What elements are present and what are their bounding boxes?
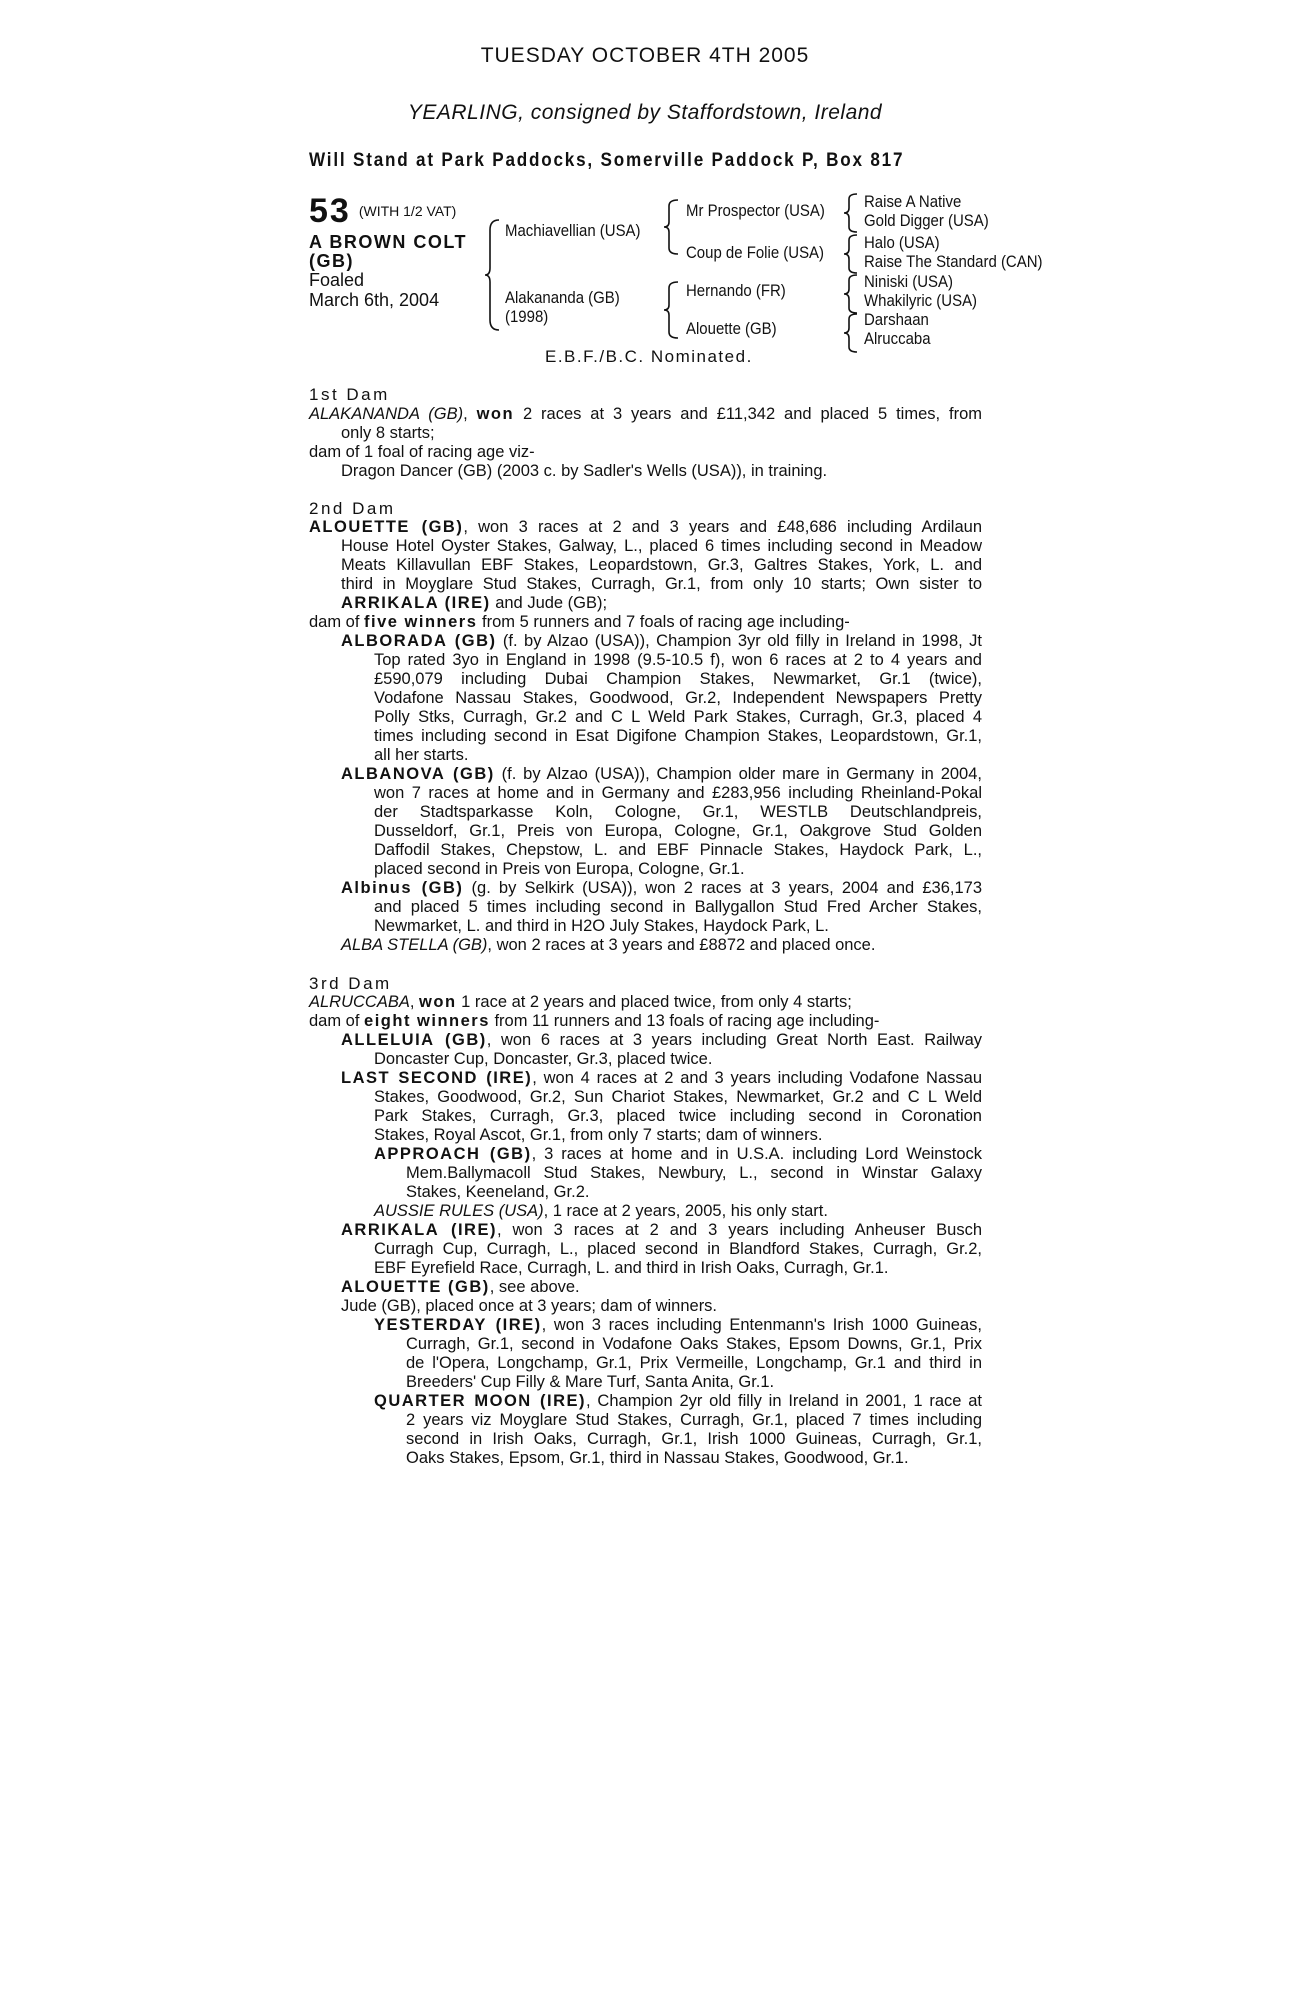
progeny-entry: Jude (GB), placed once at 3 years; dam of winners. — [341, 1297, 718, 1315]
progeny-entry: QUARTER MOON (IRE), Champion 2yr old filly in Ireland in 2001, 1 race at — [374, 1392, 982, 1410]
progeny-line: and placed 5 times including second in Ballygallon Stud Fred Archer Stakes, — [374, 898, 982, 916]
progeny-entry: ALBA STELLA (GB), won 2 races at 3 years and £8872 and placed once. — [341, 936, 876, 954]
third-dam-line: dam of eight winners from 11 runners and 13 foals of racing age including- — [309, 1012, 880, 1030]
foaled-label: Foaled — [309, 270, 365, 290]
pedigree-brace-sd — [843, 233, 861, 275]
first-dam-line: dam of 1 foal of racing age viz- — [309, 443, 535, 461]
progeny-entry: ALBANOVA (GB) (f. by Alzao (USA)), Champion older mare in Germany in 2004, — [341, 765, 982, 783]
ebf-nomination: E.B.F./B.C. Nominated. — [545, 347, 753, 366]
progeny-line: all her starts. — [374, 746, 469, 764]
second-dam-line: third in Moyglare Stud Stakes, Curragh, Gr.1, from only 10 starts; Own sister to — [341, 575, 982, 593]
vat-note: (WITH 1/2 VAT) — [358, 203, 457, 219]
progeny-line: times including second in Esat Digifone Champion Stakes, Leopardstown, Gr.1, — [374, 727, 982, 745]
second-dam-line: ALOUETTE (GB), won 3 races at 2 and 3 years and £48,686 including Ardilaun — [309, 518, 982, 536]
pedigree-dam: Alakananda (GB) — [505, 288, 620, 307]
progeny-line: Polly Stks, Curragh, Gr.2 and C L Weld Park Stakes, Curragh, Gr.3, placed 4 — [374, 708, 982, 726]
pedigree-brace-ss — [843, 192, 861, 234]
progeny-line: £590,079 including Dubai Champion Stakes, Newmarket, Gr.1 (twice), — [374, 670, 982, 688]
progeny-line: won 7 races at home and in Germany and £283,956 including Rheinland-Pokal — [374, 784, 982, 802]
progeny-line: Daffodil Stakes, Chepstow, L. and EBF Pinnacle Stakes, Haydock Park, L., — [374, 841, 982, 859]
progeny-line: de l'Opera, Longchamp, Gr.1, Prix Vermeille, Longchamp, Gr.1 and third in — [406, 1354, 982, 1372]
lot-description: A BROWN COLT — [309, 232, 467, 252]
lot-number: 53 — [309, 192, 351, 230]
progeny-entry: ALOUETTE (GB), see above. — [341, 1278, 580, 1296]
pedigree-gg-3: Halo (USA) — [864, 233, 940, 252]
progeny-line: second in Irish Oaks, Curragh, Gr.1, Irish 1000 Guineas, Curragh, Gr.1, — [406, 1430, 982, 1448]
progeny-line: Dusseldorf, Gr.1, Preis von Europa, Cologne, Gr.1, Oakgrove Stud Golden — [374, 822, 982, 840]
progeny-entry: YESTERDAY (IRE), won 3 races including Entenmann's Irish 1000 Guineas, — [374, 1316, 982, 1334]
stand-location: Will Stand at Park Paddocks, Somerville Paddock P, Box 817 — [309, 150, 905, 171]
progeny-line: Park Stakes, Curragh, Gr.3, placed twice including second in Coronation — [374, 1107, 982, 1125]
pedigree-gg-6: Whakilyric (USA) — [864, 291, 978, 310]
progeny-line: Curragh Cup, Curragh, L., placed second in Blandford Stakes, Curragh, Gr.2, — [374, 1240, 982, 1258]
second-dam-title: 2nd Dam — [309, 499, 396, 518]
progeny-entry: LAST SECOND (IRE), won 4 races at 2 and 3 years including Vodafone Nassau — [341, 1069, 982, 1087]
progeny-line: Stakes, Royal Ascot, Gr.1, from only 7 starts; dam of winners. — [374, 1126, 823, 1144]
progeny-line: Top rated 3yo in England in 1998 (9.5-10.5 f), won 6 races at 2 to 4 years and — [374, 651, 982, 669]
first-dam-line: ALAKANANDA (GB), won 2 races at 3 years and £11,342 and placed 5 times, from — [309, 405, 982, 423]
progeny-entry: ALBORADA (GB) (f. by Alzao (USA)), Champion 3yr old filly in Ireland in 1998, Jt — [341, 632, 982, 650]
second-dam-line: Meats Killavullan EBF Stakes, Leopardstown, Gr.3, Galtres Stakes, York, L. and — [341, 556, 982, 574]
pedigree-gg-5: Niniski (USA) — [864, 272, 953, 291]
pedigree-brace-dam — [663, 280, 683, 340]
lot-consignor: YEARLING, consigned by Staffordstown, Ireland — [407, 101, 883, 124]
lot-breed-origin: (GB) — [309, 251, 354, 271]
progeny-line: Mem.Ballymacoll Stud Stakes, Newbury, L., second in Winstar Galaxy — [406, 1164, 982, 1182]
pedigree-brace-main — [484, 218, 504, 332]
pedigree-gg-7: Darshaan — [864, 310, 929, 329]
pedigree-gg-1: Raise A Native — [864, 192, 962, 211]
progeny-line: EBF Eyrefield Race, Curragh, L. and third in Irish Oaks, Curragh, Gr.1. — [374, 1259, 889, 1277]
pedigree-gg-8: Alruccaba — [864, 329, 931, 348]
progeny-line: Breeders' Cup Filly & Mare Turf, Santa Anita, Gr.1. — [406, 1373, 775, 1391]
pedigree-sire: Machiavellian (USA) — [505, 221, 641, 240]
progeny-entry: AUSSIE RULES (USA), 1 race at 2 years, 2005, his only start. — [374, 1202, 828, 1220]
progeny-line: Curragh, Gr.1, second in Vodafone Oaks Stakes, Epsom Downs, Gr.1, Prix — [406, 1335, 982, 1353]
second-dam-line: dam of five winners from 5 runners and 7 foals of racing age including- — [309, 613, 850, 631]
progeny-line: 2 years viz Moyglare Stud Stakes, Curragh, Gr.1, placed 7 times including — [406, 1411, 982, 1429]
pedigree-brace-dd — [843, 312, 861, 354]
foaled-date: March 6th, 2004 — [309, 290, 440, 310]
second-dam-line: ARRIKALA (IRE) and Jude (GB); — [341, 594, 608, 612]
progeny-entry: APPROACH (GB), 3 races at home and in U.S.A. including Lord Weinstock — [374, 1145, 982, 1163]
progeny-line: Newmarket, L. and third in H2O July Stakes, Haydock Park, L. — [374, 917, 829, 935]
pedigree-dam-dam: Alouette (GB) — [686, 319, 777, 338]
progeny-line: Stakes, Goodwood, Gr.2, Sun Chariot Stakes, Newmarket, Gr.2 and C L Weld — [374, 1088, 982, 1106]
sale-date: TUESDAY OCTOBER 4TH 2005 — [480, 44, 810, 67]
progeny-entry: ALLELUIA (GB), won 6 races at 3 years including Great North East. Railway — [341, 1031, 982, 1049]
first-dam-line: only 8 starts; — [341, 424, 435, 442]
third-dam-title: 3rd Dam — [309, 974, 392, 993]
progeny-line: der Stadtsparkasse Koln, Cologne, Gr.1, WESTLB Deutschlandpreis, — [374, 803, 982, 821]
progeny-line: Oaks Stakes, Epsom, Gr.1, third in Nassau Stakes, Goodwood, Gr.1. — [406, 1449, 909, 1467]
pedigree-gg-2: Gold Digger (USA) — [864, 211, 989, 230]
pedigree-gg-4: Raise The Standard (CAN) — [864, 252, 1043, 271]
pedigree-sire-sire: Mr Prospector (USA) — [686, 201, 825, 220]
progeny-line: Stakes, Keeneland, Gr.2. — [406, 1183, 590, 1201]
first-dam-title: 1st Dam — [309, 385, 390, 404]
progeny-entry: Albinus (GB) (g. by Selkirk (USA)), won 2 races at 3 years, 2004 and £36,173 — [341, 879, 982, 897]
first-dam-line: Dragon Dancer (GB) (2003 c. by Sadler's Wells (USA)), in training. — [341, 462, 828, 480]
progeny-line: Vodafone Nassau Stakes, Goodwood, Gr.2, Independent Newspapers Pretty — [374, 689, 982, 707]
pedigree-brace-sire — [663, 198, 683, 256]
pedigree-sire-dam: Coup de Folie (USA) — [686, 243, 825, 262]
lot-number-block — [309, 192, 456, 231]
progeny-entry: ARRIKALA (IRE), won 3 races at 2 and 3 years including Anheuser Busch — [341, 1221, 982, 1239]
second-dam-line: House Hotel Oyster Stakes, Galway, L., placed 6 times including second in Meadow — [341, 537, 982, 555]
pedigree-brace-ds — [843, 273, 861, 315]
progeny-line: Doncaster Cup, Doncaster, Gr.3, placed twice. — [374, 1050, 713, 1068]
pedigree-dam-sire: Hernando (FR) — [686, 281, 786, 300]
pedigree-dam-year: (1998) — [505, 307, 549, 326]
third-dam-line: ALRUCCABA, won 1 race at 2 years and placed twice, from only 4 starts; — [309, 993, 852, 1011]
progeny-line: placed second in Preis von Europa, Cologne, Gr.1. — [374, 860, 745, 878]
